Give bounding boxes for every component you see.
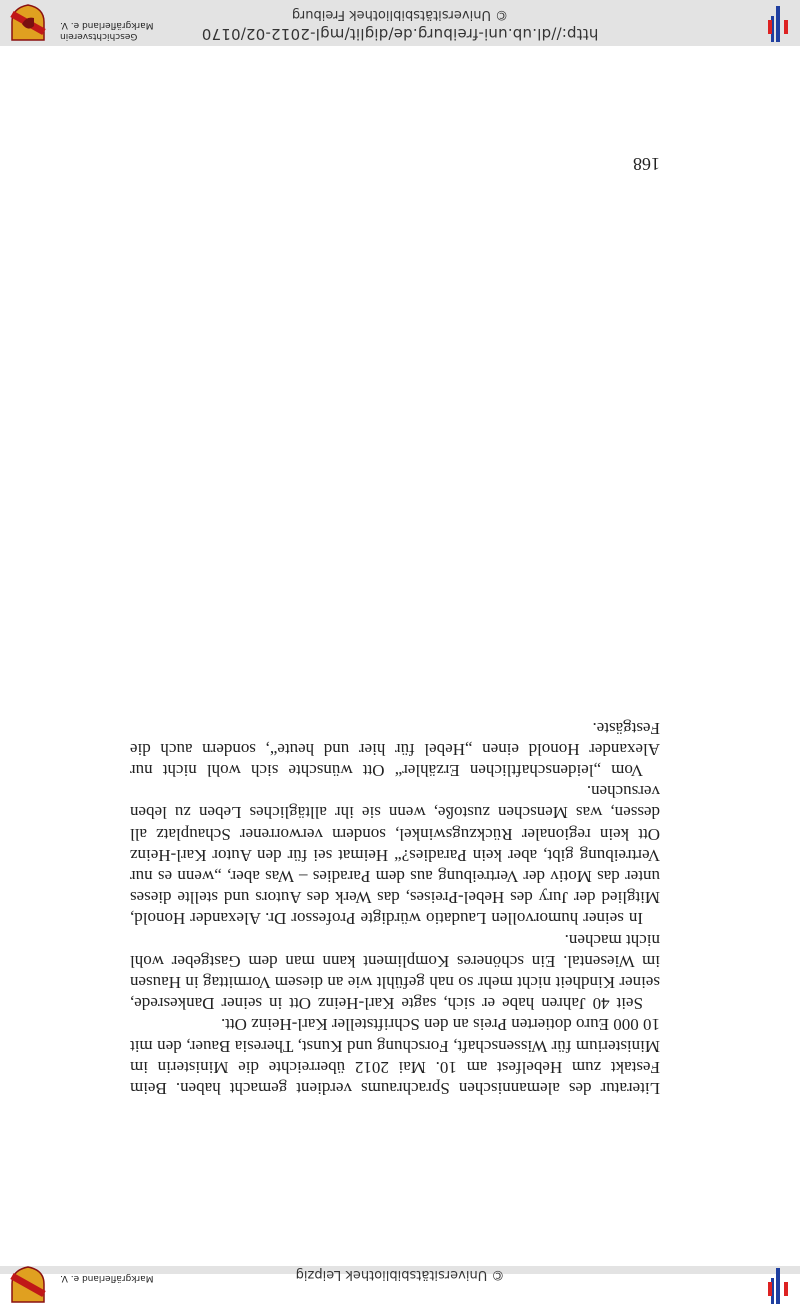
page-number: 168 [633, 154, 660, 174]
footer-url[interactable]: http://dl.ub.uni-freiburg.de/diglit/mgl-2012-02/0170 [201, 25, 599, 43]
header-bar [0, 1266, 800, 1283]
paragraph-3: In seiner humorvollen Laudatio würdigte Professor Dr. Alexander Honold, Mitglied der Jury des Hebel-Preises, das Werk des Autors und stellte dieses unter das Motiv der Vertreibung aus dem Paradies – Was aber, „wenn es nur Vertreibung gibt, aber kein Paradies?“ Heimat sei für den Autor Karl-Heinz Ott kein regionaler Rückzugswinkel, sondern verworrener Schauplatz all dessen, was Menschen zustoße, wenn sie ihr alltägliches Leben zu leben versuchen. [130, 782, 660, 929]
footer-sponsor-line1: Geschichtsverein [60, 31, 138, 41]
paragraph-2: Seit 40 Jahren habe er sich, sagte Karl-Heinz Ott in seiner Dankesrede, seiner Kindheit nicht mehr so nah gefühlt wie an diesem Vormittag in Hausen im Wiesental. Ein schöneres Kompliment kann man dem Gastgeber wohl nicht machen. [130, 930, 660, 1014]
header-copyright: © Universitätsbibliothek Leipzig [295, 1267, 505, 1282]
paragraph-1: Literatur des alemannischen Sprachraums verdient gemacht haben. Beim Festakt zum Hebelfest am 10. Mai 2012 überreichte die Ministerin im Ministerium für Wissenschaft, Forschung und Kunst, Theresia Bauer, den mit 10 000 Euro dotierten Preis an den Schriftsteller Karl-Heinz Ott. [130, 1015, 660, 1098]
footer-copyright: © Universitätsbibliothek Freiburg [291, 7, 509, 22]
crest-icon [8, 4, 48, 42]
footer-sponsor [60, 19, 180, 41]
paragraph-4: Vom „leidenschaftlichen Erzähler“ Ott wünschte sich wohl nicht nur Alexander Honold einen „Hebel für hier und heute“, sondern auch die Festgäste. [130, 718, 660, 780]
crest-icon [8, 1266, 48, 1304]
footer-bar [0, 0, 800, 46]
document-text [130, 717, 660, 1099]
footer-sponsor-line2: Markgräflerland e. V. [60, 20, 154, 30]
header-sponsor: Markgräflerland e. V. [60, 1273, 154, 1283]
